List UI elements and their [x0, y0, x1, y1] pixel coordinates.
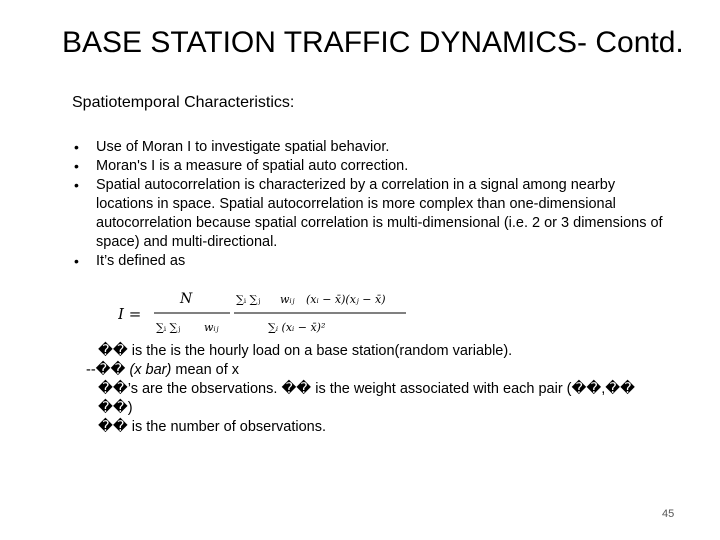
note-line-load — [86, 342, 686, 361]
bullet-marker: • — [74, 177, 79, 193]
note-text: ’s are the observations. — [127, 381, 282, 397]
note-text: is the number of observations. — [127, 419, 327, 435]
formula-lhs: I = — [118, 305, 142, 323]
slide-title: BASE STATION TRAFFIC DYNAMICS- Contd. — [62, 26, 684, 59]
note-text: ) — [127, 400, 133, 416]
math-glyph: �� — [98, 381, 128, 397]
bullet-item — [72, 157, 672, 176]
bullet-text: Use of Moran I to investigate spatial behavior. — [96, 139, 390, 155]
note-line-observations — [86, 380, 686, 399]
bullet-marker: • — [74, 253, 79, 269]
bullet-item — [72, 138, 672, 157]
formula-sum-ij-left: ∑ᵢ ∑ⱼ — [156, 321, 181, 334]
math-glyph: �� — [571, 381, 602, 397]
formula-w-ij-left: wᵢⱼ — [204, 321, 219, 334]
bullet-marker: • — [74, 139, 79, 155]
math-glyph: �� — [98, 343, 128, 359]
note-text: mean of x — [171, 362, 240, 378]
variable-notes — [86, 342, 686, 437]
math-glyph: �� — [98, 419, 128, 435]
bullet-text: It’s defined as — [96, 253, 186, 269]
math-glyph: �� — [98, 400, 128, 416]
math-glyph: �� — [95, 362, 126, 378]
formula-numerator-terms: (xᵢ − x̄)(xⱼ − x̄) — [306, 293, 386, 306]
formula-sum-ij-numerator: ∑ᵢ ∑ⱼ — [236, 293, 261, 306]
bullet-item — [72, 252, 672, 271]
note-italic: (x bar) — [125, 362, 172, 378]
note-line-count — [86, 418, 686, 437]
note-line-pair-close — [86, 399, 686, 418]
page-number: 45 — [662, 508, 675, 520]
bullet-marker: • — [74, 158, 79, 174]
note-text: is the weight associated with each pair ( — [311, 381, 572, 397]
bullet-item — [72, 176, 672, 252]
math-glyph: �� — [605, 381, 636, 397]
bullet-text: Spatial autocorrelation is characterized by a correlation in a signal among nearby locations in space. Spatial autocorrelation is more complex than one-dimensional autocorrelation because spatial correlation is multi-dimensional (i.e. 2 or 3 dimensions of space) and multi-directional. — [96, 177, 663, 250]
formula-w-ij-numerator: wᵢⱼ — [280, 293, 295, 306]
note-line-mean — [86, 361, 686, 380]
note-prefix: -- — [86, 362, 96, 378]
moran-formula — [118, 287, 408, 337]
note-text: is the is the hourly load on a base station(random variable). — [127, 343, 513, 359]
note-separator: , — [601, 381, 606, 397]
formula-denominator: ∑ᵢ (xᵢ − x̄)² — [268, 321, 326, 334]
math-glyph: �� — [281, 381, 312, 397]
bullet-list — [72, 138, 672, 271]
bullet-text: Moran's I is a measure of spatial auto correction. — [96, 158, 409, 174]
slide-subtitle: Spatiotemporal Characteristics: — [72, 94, 295, 111]
formula-n: N — [180, 291, 193, 307]
